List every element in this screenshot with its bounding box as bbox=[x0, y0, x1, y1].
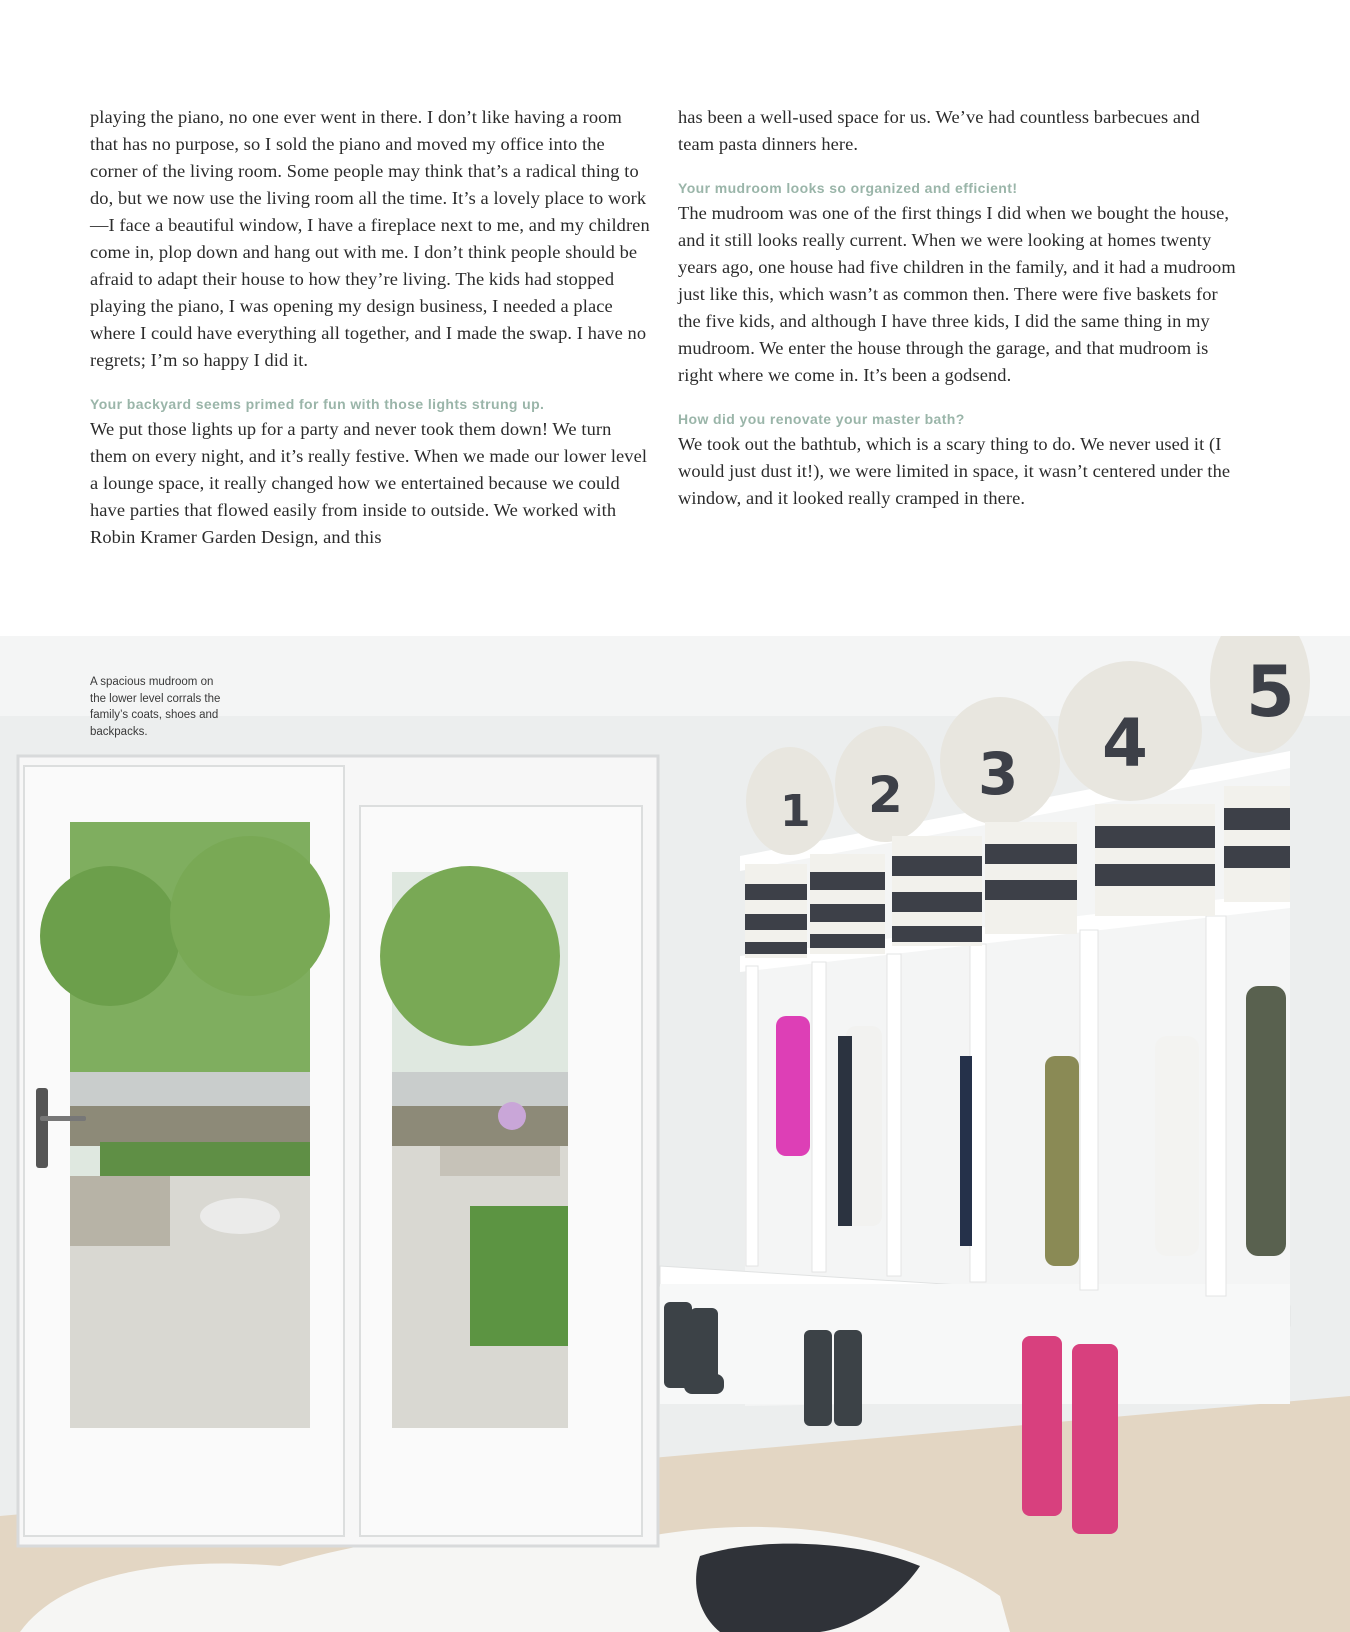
right-paragraph-3: We took out the bathtub, which is a scary thing to do. We never used it (I would just dust it!), we were limited in space, it wasn’t centered under the window, and it looked really cramped in there. bbox=[678, 434, 1231, 508]
photo-caption: A spacious mudroom on the lower level corrals the family’s coats, shoes and backpacks. bbox=[90, 676, 221, 738]
mudroom-illustration bbox=[0, 636, 1350, 1632]
left-text-column bbox=[90, 104, 650, 551]
basket-number-1: 1 bbox=[780, 786, 811, 837]
garden-view-right bbox=[380, 866, 568, 1428]
question-master-bath: How did you renovate your master bath? bbox=[678, 411, 965, 427]
basket-number-3: 3 bbox=[978, 740, 1019, 808]
basket-number-2: 2 bbox=[868, 766, 903, 824]
garden-view-left bbox=[40, 822, 330, 1428]
right-paragraph-2: The mudroom was one of the first things I did when we bought the house, and it still looks really current. When we were looking at homes twenty years ago, one house had five children in the family, and it had a mudroom just like this, which wasn’t as common then. There were five baskets for the five kids, and although I have three kids, I did the same thing in my mudroom. We enter the house through the garage, and that mudroom is right where we come in. It’s been a godsend. bbox=[678, 203, 1236, 385]
question-mudroom: Your mudroom looks so organized and efficient! bbox=[678, 180, 1018, 196]
question-backyard: Your backyard seems primed for fun with those lights strung up. bbox=[90, 396, 545, 412]
basket-number-4: 4 bbox=[1102, 705, 1148, 782]
right-paragraph-1: has been a well-used space for us. We’ve had countless barbecues and team pasta dinners here. bbox=[678, 107, 1200, 154]
basket-number-5: 5 bbox=[1246, 651, 1295, 733]
left-paragraph-2: We put those lights up for a party and never took them down! We turn them on every night, and it’s really festive. When we made our lower level a lounge space, it really changed how we entertained because we could have parties that flowed easily from inside to outside. We worked with Robin Kramer Garden Design, and this bbox=[90, 419, 648, 547]
right-text-column bbox=[678, 104, 1238, 512]
left-paragraph-1: playing the piano, no one ever went in there. I don’t like having a room that has no purpose, so I sold the piano and moved my office into the corner of the living room. Some people may think that’s a radical thing to do, but we now use the living room all the time. It’s a lovely place to work—I face a beautiful window, I have a fireplace next to me, and my children come in, plop down and hang out with me. I don’t think people should be afraid to adapt their house to how they’re living. The kids had stopped playing the piano, I was opening my design business, I needed a place where I could have everything all together, and I made the swap. I have no regrets; I’m so happy I did it. bbox=[90, 107, 650, 370]
mudroom-photo bbox=[0, 636, 1350, 1632]
